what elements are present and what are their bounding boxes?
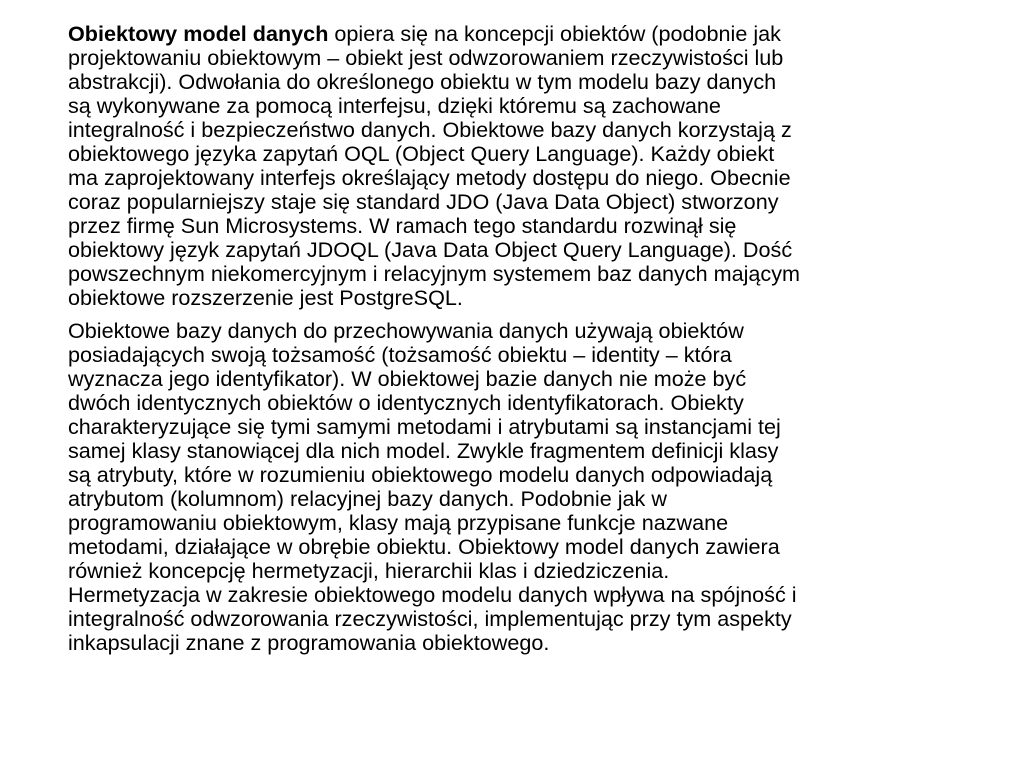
paragraph-line: wyznacza jego identyfikator). W obiektowej bazie danych nie może być [68, 366, 747, 391]
paragraph-line: ma zaprojektowany interfejs określający metody dostępu do niego. Obecnie [68, 165, 791, 190]
bold-lead-term: Obiektowy model danych [68, 21, 329, 46]
paragraph-line: projektowaniu obiektowym – obiekt jest odwzorowaniem rzeczywistości lub [68, 45, 784, 70]
paragraph-line: programowaniu obiektowym, klasy mają przypisane funkcje nazwane [68, 510, 729, 535]
paragraph-line [68, 22, 998, 46]
paragraph-object-model [68, 22, 998, 310]
paragraph-line: powszechnym niekomercyjnym i relacyjnym systemem baz danych mającym [68, 261, 801, 286]
paragraph-line: obiektowego języka zapytań OQL (Object Query Language). Każdy obiekt [68, 141, 775, 166]
paragraph-line: posiadających swoją tożsamość (tożsamość obiektu – identity – która [68, 342, 732, 367]
line-text: opiera się na koncepcji obiektów (podobnie jak [328, 21, 781, 46]
paragraph-line: samej klasy stanowiącej dla nich model. Zwykle fragmentem definicji klasy [68, 438, 779, 463]
paragraph-line: Obiektowe bazy danych do przechowywania danych używają obiektów [68, 318, 744, 343]
paragraph-line: metodami, działające w obrębie obiektu. Obiektowy model danych zawiera [68, 534, 780, 559]
paragraph-line: charakteryzujące się tymi samymi metodami i atrybutami są instancjami tej [68, 414, 781, 439]
paragraph-line: przez firmę Sun Microsystems. W ramach tego standardu rozwinął się [68, 213, 737, 238]
paragraph-line: również koncepcję hermetyzacji, hierarchii klas i dziedziczenia. [68, 558, 670, 583]
text-body [68, 22, 998, 655]
paragraph-line: obiektowe rozszerzenie jest PostgreSQL. [68, 285, 463, 310]
paragraph-line: integralność i bezpieczeństwo danych. Obiektowe bazy danych korzystają z [68, 117, 792, 142]
paragraph-object-databases [68, 319, 998, 655]
paragraph-line: obiektowy język zapytań JDOQL (Java Data Object Query Language). Dość [68, 237, 793, 262]
paragraph-line: inkapsulacji znane z programowania obiektowego. [68, 630, 550, 655]
paragraph-line: abstrakcji). Odwołania do określonego obiektu w tym modelu bazy danych [68, 69, 777, 94]
paragraph-line: Hermetyzacja w zakresie obiektowego modelu danych wpływa na spójność i [68, 582, 797, 607]
paragraph-line: są wykonywane za pomocą interfejsu, dzięki któremu są zachowane [68, 93, 721, 118]
paragraph-line: integralność odwzorowania rzeczywistości, implementując przy tym aspekty [68, 606, 792, 631]
paragraph-line: atrybutom (kolumnom) relacyjnej bazy danych. Podobnie jak w [68, 486, 667, 511]
paragraph-line: coraz popularniejszy staje się standard JDO (Java Data Object) stworzony [68, 189, 779, 214]
paragraph-line: dwóch identycznych obiektów o identycznych identyfikatorach. Obiekty [68, 390, 744, 415]
paragraph-line: są atrybuty, które w rozumieniu obiektowego modelu danych odpowiadają [68, 462, 773, 487]
